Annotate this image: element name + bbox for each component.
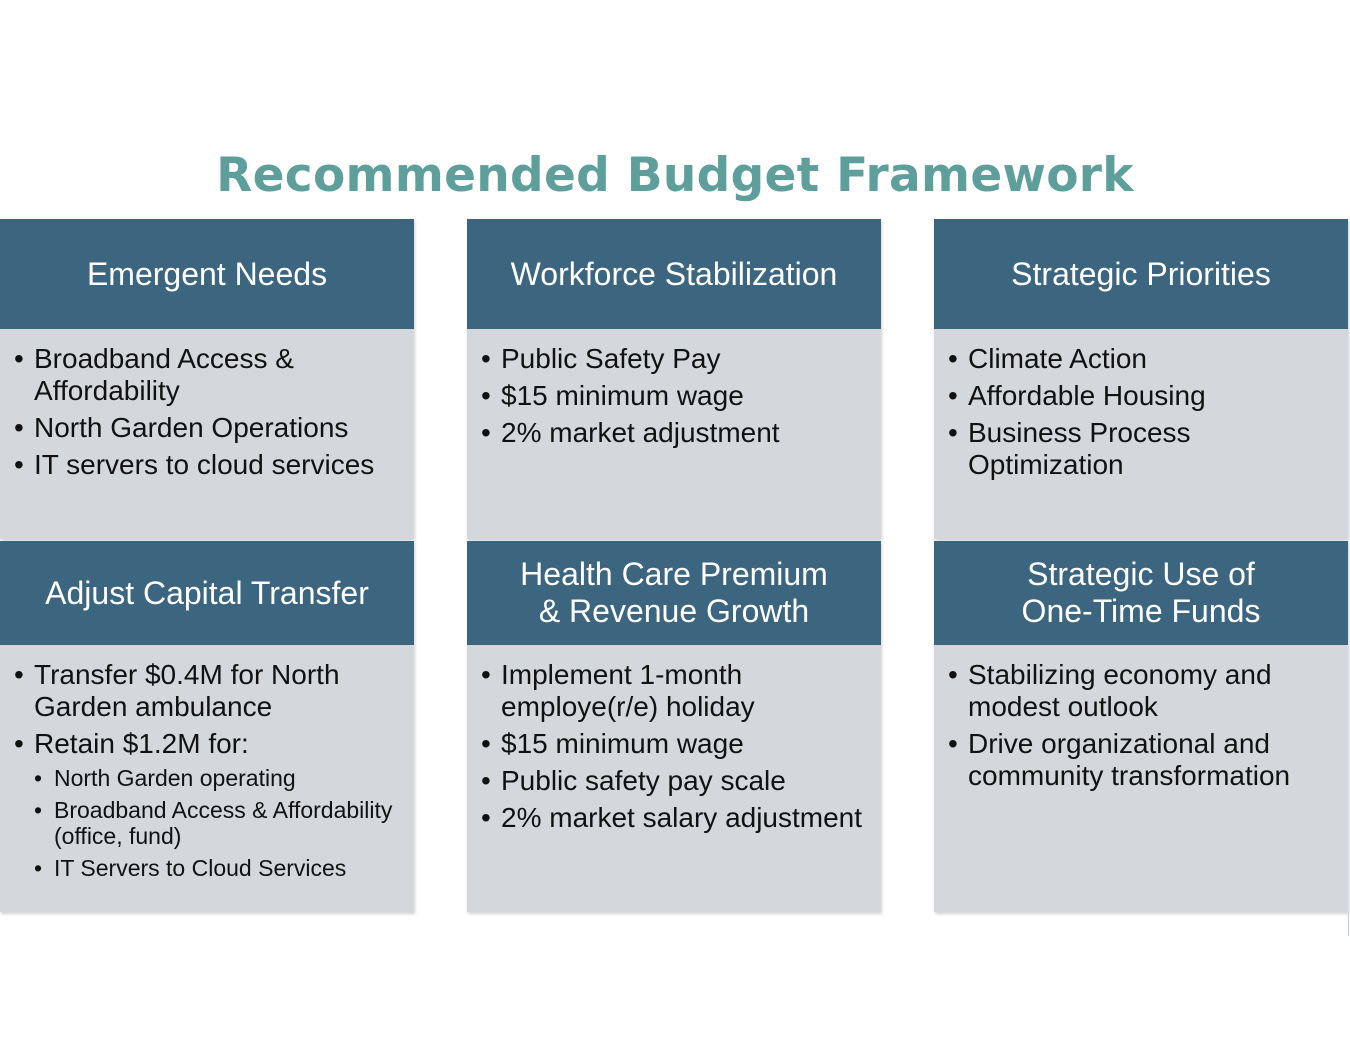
list-item: • $15 minimum wage	[481, 728, 867, 760]
bullet-list	[481, 659, 867, 834]
list-item: • Transfer $0.4M for North Garden ambulance	[14, 659, 400, 723]
list-item	[14, 728, 400, 760]
page-title: Recommended Budget Framework	[216, 148, 1134, 203]
sub-list-item: • IT Servers to Cloud Services	[14, 855, 400, 881]
bullet-list	[14, 343, 400, 481]
sub-list-item: • North Garden operating	[14, 765, 400, 791]
list-item: • Public Safety Pay	[481, 343, 867, 375]
list-item: • Affordable Housing	[948, 380, 1334, 412]
bullet-list	[481, 343, 867, 449]
card-heading-line: Strategic Use of	[1027, 556, 1255, 592]
card-body	[934, 329, 1348, 539]
card-heading-line: & Revenue Growth	[538, 593, 810, 629]
card-body	[467, 329, 881, 539]
list-item-label: Retain $1.2M for:	[34, 728, 249, 759]
card-body	[934, 645, 1348, 912]
card-body	[0, 645, 414, 912]
bullet-list	[14, 659, 400, 760]
card-heading	[467, 541, 881, 645]
card-adjust-capital-transfer	[0, 541, 414, 912]
card-heading: Emergent Needs	[0, 219, 414, 329]
list-item: • $15 minimum wage	[481, 380, 867, 412]
card-one-time-funds	[934, 541, 1348, 912]
list-item: • Drive organizational and community transformation	[948, 728, 1334, 792]
list-item: • Public safety pay scale	[481, 765, 867, 797]
card-strategic-priorities	[934, 219, 1348, 539]
list-item: • Stabilizing economy and modest outlook	[948, 659, 1334, 723]
list-item: • Climate Action	[948, 343, 1334, 375]
card-heading	[934, 541, 1348, 645]
card-body	[0, 329, 414, 539]
divider	[1348, 912, 1349, 936]
list-item: • 2% market adjustment	[481, 417, 867, 449]
card-health-care-revenue	[467, 541, 881, 912]
list-item: • Business Process Optimization	[948, 417, 1334, 481]
card-heading: Workforce Stabilization	[467, 219, 881, 329]
card-heading: Strategic Priorities	[934, 219, 1348, 329]
card-workforce-stabilization	[467, 219, 881, 539]
card-emergent-needs	[0, 219, 414, 539]
bullet-list	[948, 343, 1334, 481]
card-heading: Adjust Capital Transfer	[0, 541, 414, 645]
sub-list-item: • Broadband Access & Affordability (office, fund)	[14, 797, 400, 849]
list-item: • Broadband Access & Affordability	[14, 343, 400, 407]
sub-bullet-list	[14, 765, 400, 881]
list-item: • North Garden Operations	[14, 412, 400, 444]
list-item: • IT servers to cloud services	[14, 449, 400, 481]
list-item: • Implement 1-month employe(r/e) holiday	[481, 659, 867, 723]
card-heading-line: Health Care Premium	[520, 556, 828, 592]
card-body	[467, 645, 881, 912]
list-item: • 2% market salary adjustment	[481, 802, 867, 834]
card-heading-line: One-Time Funds	[1021, 593, 1261, 629]
bullet-list	[948, 659, 1334, 792]
